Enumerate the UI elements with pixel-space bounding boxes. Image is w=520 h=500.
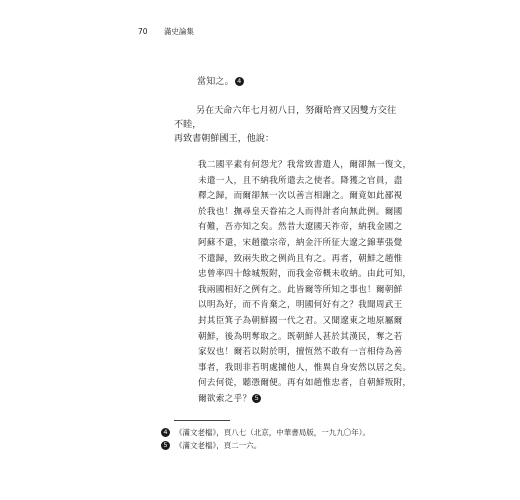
quote-line: 未遣一人，且不納我所遣去之使者。降獲之官員，盡	[198, 175, 403, 186]
paragraph-line-1: 另在天命六年七月初八日，努爾哈齊又因雙方交往不睦，	[174, 106, 397, 130]
paragraph-line-2: 再致書朝鮮國王，他說：	[174, 134, 275, 144]
closing-line-text: 當知之。	[197, 77, 234, 87]
closing-line	[197, 74, 244, 87]
running-header	[138, 26, 194, 37]
block-quote	[198, 158, 412, 408]
book-title: 滿史論集	[163, 27, 194, 36]
footnote-ref-5: 5	[252, 394, 261, 403]
page-number: 70	[138, 27, 148, 36]
footnote-text: 《滿文老檔》，頁二一六。	[175, 441, 262, 450]
quote-line: 於我也！撫尋皇天眷祐之人而得計者向無此例。爾國	[198, 206, 403, 217]
quote-last-line	[198, 392, 404, 408]
quote-line: 忠曾率四十餘城叛附，而我金帝概未收納。由此可知，	[198, 269, 412, 280]
footnote-marker: 5	[161, 441, 170, 450]
quote-line: 家奴也！爾若以附於明，擅恆然不敢有一言相侍為善	[198, 347, 403, 358]
quote-line: 釋之歸，而爾卻無一次以善言相謝之。爾竟如此鄙視	[198, 191, 403, 202]
footnote-item	[161, 439, 370, 452]
quote-line: 事者，我則非若明處擄他人，惟異自身安然以居之矣。	[198, 362, 412, 373]
footnotes	[161, 426, 370, 452]
quote-line: 何去何從，聽憑爾便。再有如趙惟忠者，自朝鮮叛附，	[198, 378, 412, 389]
quote-line: 阿蘇不還，宋趙徽宗帝，納金汗所征大遼之錦華張覺	[198, 237, 403, 248]
footnote-ref-4: 4	[235, 77, 244, 86]
quote-line: 我二國平素有何怨尤？我常致書遣人，爾卻無一復文，	[198, 160, 412, 170]
footnote-divider	[174, 420, 230, 421]
quote-line: 不遣歸，致兩失敗之例尚且有之。再者，朝鮮之趙惟	[198, 253, 403, 264]
footnote-marker: 4	[161, 428, 170, 437]
quote-line: 封其臣箕子為朝鮮國一代之君。又聞遼東之地原屬爾	[198, 315, 403, 326]
quote-line: 朝鮮，後為明奪取之。既朝鮮人甚於其漢民，奪之若	[198, 331, 403, 342]
intro-paragraph	[174, 104, 400, 146]
footnote-item	[161, 426, 370, 439]
quote-line: 有難，吾亦知之矣。然昔大遼國天祚帝，納我金國之	[198, 222, 403, 233]
quote-line-text: 爾欲索之乎？	[198, 393, 252, 404]
quote-line: 以明為好，而不肯棄之，明國何好有之？我聞周武王	[198, 300, 403, 311]
quote-line: 我兩國相好之例有之。此皆爾等所知之事也！爾朝鮮	[198, 284, 403, 295]
footnote-text: 《滿文老檔》，頁八七（北京，中華書局版，一九九〇年）。	[175, 428, 370, 437]
